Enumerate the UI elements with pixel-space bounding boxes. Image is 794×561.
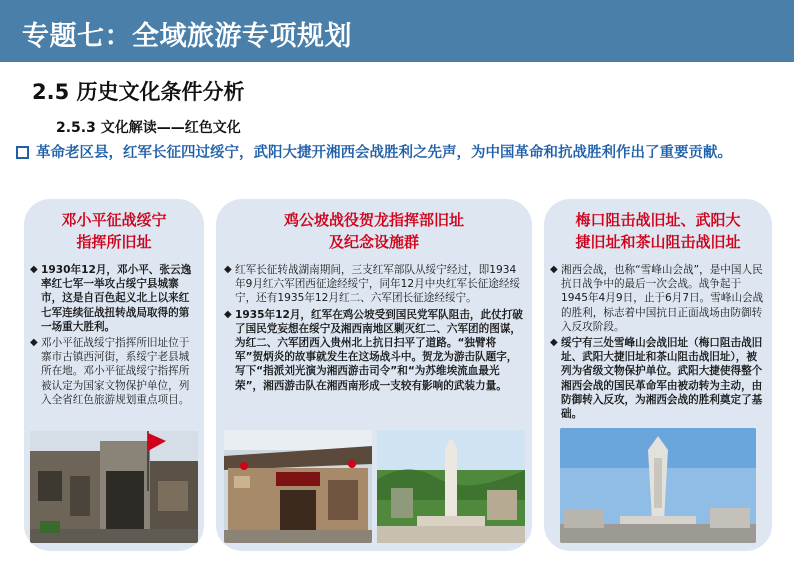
page-title: 专题七：全域旅游专项规划	[22, 21, 352, 52]
diamond-bullet-icon: ◆	[224, 264, 232, 275]
card-title-line2: 指挥所旧址	[76, 233, 152, 251]
photo-headquarters	[224, 430, 372, 543]
diamond-bullet-icon: ◆	[224, 308, 232, 320]
photo-command-post	[30, 431, 198, 543]
list-item: ◆ 红军长征转战湖南期间，三支红军部队从绥宁经过，即1934年9月红六军团西征途经绥宁，同年12月中央红军长征途经绥宁，还有1935年12月红二、六军团长征途经绥宁。	[224, 264, 521, 305]
card-title-line2: 捷旧址和茶山阻击战旧址	[575, 233, 741, 251]
subsection-title: 2.5.3 文化解读——红色文化	[56, 120, 241, 136]
card-item-list	[30, 263, 198, 409]
card-title-line1: 梅口阻击战旧址、武阳大	[575, 211, 741, 229]
section-title: 2.5 历史文化条件分析	[32, 80, 245, 104]
card-item-list	[550, 263, 766, 423]
list-item: ◆ 邓小平征战绥宁指挥所旧址位于寨市古镇西河街，系绥宁老县城所在地。邓小平征战绥宁指挥所被认定为国家文物保护单位，列入全省红色旅游规划重点项目。	[30, 337, 190, 406]
diamond-bullet-icon: ◆	[30, 337, 38, 349]
diamond-bullet-icon: ◆	[30, 264, 38, 275]
card-title-line1: 邓小平征战绥宁	[61, 211, 167, 229]
header-bar	[0, 0, 794, 62]
list-item: ◆ 1935年12月，红军在鸡公坡受到国民党军队阻击，此仗打破了国民党妄想在绥宁及湘西南地区剿灭红二、六军团的图谋，为红二、六军团西入贵州北上抗日扫平了道路。“独臂将军”贺炳炎的故事就发生在这场战斗中。贺龙为游击队题字，写下“指派刘光演为湘西游击司令”和“为苏维埃流血最光荣”，湘西游击队在湘西南形成一支较有影响的武装力量。	[224, 308, 523, 392]
lead-text: 革命老区县，红军长征四过绥宁，武阳大捷开湘西会战胜利之先声，为中国革命和抗战胜利作出了重要贡献。	[36, 145, 732, 161]
card-title-line2: 及纪念设施群	[328, 233, 419, 251]
diamond-bullet-icon: ◆	[550, 264, 558, 275]
list-item: ◆ 1930年12月，邓小平、张云逸率红七军一举攻占绥宁县城寨市，这是自百色起义北上以来红七军连续征战扭转战局取得的第一场重大胜利。	[30, 264, 192, 333]
photo-monument-square	[377, 430, 525, 543]
card-meikou-wuyang	[544, 199, 772, 551]
card-deng-xiaoping	[24, 199, 204, 551]
card-item-list	[224, 263, 524, 395]
card-jigongpo	[216, 199, 532, 551]
square-bullet-icon	[16, 146, 29, 159]
card-title-line1: 鸡公坡战役贺龙指挥部旧址	[283, 211, 464, 229]
photo-memorial-tower	[560, 428, 756, 543]
list-item: ◆ 绥宁有三处雪峰山会战旧址（梅口阻击战旧址、武阳大捷旧址和茶山阻击战旧址），被列为省级文物保护单位。武阳大捷使得整个湘西会战的国民革命军由被动转为主动，由防御转入反攻，为湘西会战的胜利奠定了基础。	[550, 337, 763, 421]
diamond-bullet-icon: ◆	[550, 337, 558, 349]
list-item: ◆ 湘西会战，也称“雪峰山会战”，是中国人民抗日战争中的最后一次会战。战争起于1945年4月9日，止于6月7日。雪峰山会战的胜利，标志着中国抗日正面战场由防御转入反攻阶段。	[550, 264, 764, 333]
